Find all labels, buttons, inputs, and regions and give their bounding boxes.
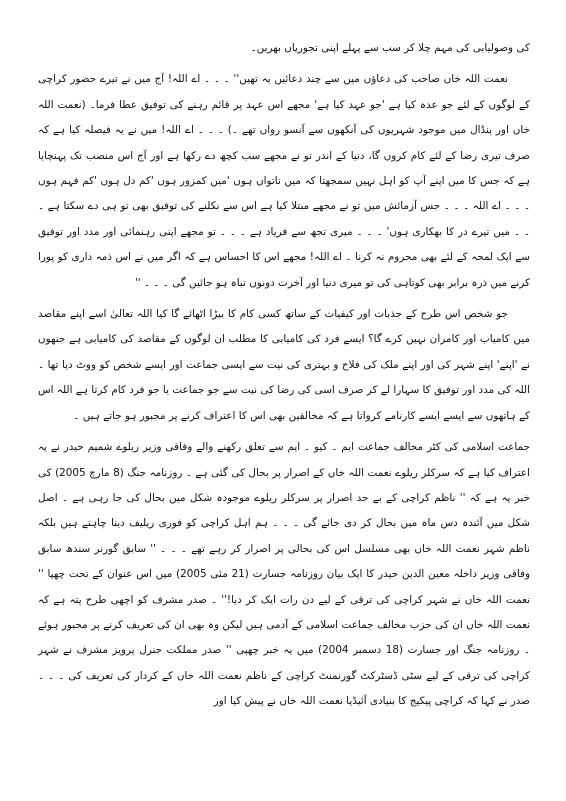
paragraph-success: جو شخص اس طرح کے جذبات اور کیفیات کے ساتھ کسی کام کا بیڑا اٹھائے گا کیا اللہ تعالیٰ اسے اپنے مقاصد میں کامیاب اور کامران نہیں کرے گا؟ ایسے فرد کی کامیابی کا مطلب ان لوگوں کے مقاصد کی کامیابی ہے جنھوں نے 'اپنے' اپنے شہر کی اور اپنے ملک کی فلاح و بہتری کی نیت سے ایسی جماعت اور ایسے شخص کو ووٹ دیا تھا ۔ اللہ کی مدد اور توفیق کا سہارا لے کر صرف اسی کی رضا کی نیت سے جو جماعت یا جو فرد کام کرتا ہے اللہ اس کے ہاتھوں سے ایسے ایسے کارنامے کرواتا ہے کہ مخالفین بھی اس کا اعتراف کرنے پر مجبور ہو جاتے ہیں ۔ xyxy=(38,308,530,422)
paragraph-acknowledgement: جماعت اسلامی کی کٹر مخالف جماعت ایم ۔ کیو ۔ ایم سے تعلق رکھنے والے وفاقی وزیر ریلوے شمیم حیدر نے یہ اعتراف کیا ہے کہ سرکلر ریلوے نعمت اللہ خاں کے اصرار پر بحال کی گئی ہے ۔ روزنامہ جنگ (8 مارچ 2005) کی خبر یہ ہے کہ '' ناظم کراچی کے بے حد اصرار پر سرکلر ریلوے موجودہ شکل میں بحال کی جا رہی ہے ۔ اصل شکل میں آئندہ دس ماہ میں بحال کر دی جائے گی ۔ ۔ ۔ ہم اہل کراچی کو فوری ریلیف دینا چاہتے ہیں بلکہ ناظم شہر نعمت اللہ خاں بھی مسلسل اس کی بحالی پر اصرار کر رہے تھے ۔ ۔ ۔ '' سابق گورنر سندھ سابق وفاقی وزیر داخلہ معین الدین حیدر کا ایک بیان روزنامہ جسارت (21 مئی 2005) میں اس عنوان کے تحت چھپا '' نعمت اللہ خاں نے شہر کراچی کی ترقی کے لیے دن رات ایک کر دیا!'' ۔ صدر مشرف کو اچھی طرح پتہ ہے کہ نعمت اللہ خاں ان کی حزب مخالف جماعت اسلامی کے آدمی ہیں لیکن وہ بھی ان کی تعریف کرنے پر مجبور ہوئے ۔ روزنامہ جنگ اور جسارت (18 دسمبر 2004) میں یہ خبر چھپی '' صدر مملکت جنرل پرویز مشرف نے شہر کراچی کی ترقی کے لیے سٹی ڈسٹرکٹ گورنمنٹ کراچی کے ناظم نعمت اللہ خاں کے کردار کی تعریف کی ۔ ۔ ۔ صدر نے کہا کہ کراچی پیکیج کا بنیادی آئیڈیا نعمت اللہ خاں نے پیش کیا اور xyxy=(38,441,530,708)
document-page xyxy=(38,36,530,721)
paragraph-prayers: نعمت اللہ خاں صاحب کی دعاؤں میں سے چند دعائیں یہ تھیں'' ۔ ۔ ۔ اے اللہ! آج میں نے تیرے حضور کراچی کے لوگوں کے لئے جو عدہ کیا ہے 'جو عہد کیا ہے' مجھے اس عہد پر قائم رہنے کی توفیق عطا فرما۔ (نعمت اللہ خاں اور پنڈال میں موجود شہریوں کی آنکھوں سے آنسو رواں تھے ۔) ۔ ۔ ۔ اے اللہ! میں نے یہ فیصلہ کیا ہے کہ صرف تیری رضا کے لئے کام کروں گا، دنیا کے اندر تو نے مجھے سب کچھ دے رکھا ہے اور آج اس منصب تک پہنچایا ہے کہ جس کا میں اپنے آپ کو اہل نہیں سمجھتا کہ میں ناتواں ہوں 'میں کمزور ہوں 'کم دل ہوں 'کم فہم ہوں ۔ ۔ ۔ اے اللہ ۔ ۔ ۔ جس آزمائش میں تو نے مجھے مبتلا کیا ہے اس سے نکلنے کی توفیق بھی تو ہی دے سکتا ہے ۔ ۔ ۔ میں تیرے در کا بھکاری ہوں' ۔ ۔ ۔ میری تجھ سے فریاد ہے ۔ ۔ ۔ تو مجھے اپنی رہنمائی اور مدد اور توفیق سے ایک لمحہ کے لئے بھی محروم نہ کرنا ۔ اے اللہ! مجھے اس کا احساس ہے کہ اگر میں نے اس ذمہ داری کو پورا کرنے میں ذرہ برابر بھی کوتاہی کی تو میری دنیا اور آخرت دونوں تباہ ہو جائیں گی ۔ ۔ ۔ '' xyxy=(38,73,530,289)
paragraph-continuation: کی وصولیابی کی مہم چلا کر سب سے پہلے اپنی تجوریاں بھریں۔ xyxy=(250,42,530,54)
